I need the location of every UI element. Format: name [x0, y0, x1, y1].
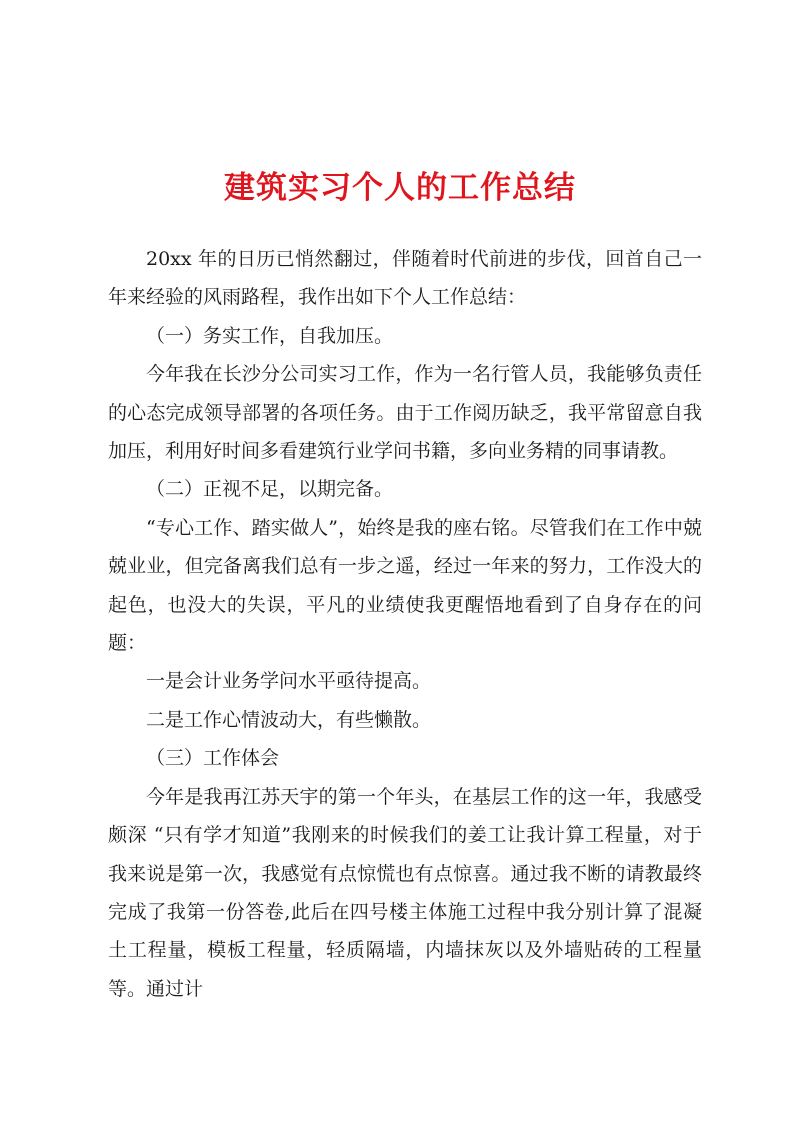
- paragraph-section-3: 今年是我再江苏天宇的第一个年头，在基层工作的这一年，我感受颇深 “只有学才知道”我刚来的时候我们的姜工让我计算工程量，对于我来说是第一次，我感觉有点惊慌也有点惊喜。通过我不断的请教最终完成了我第一份答卷,此后在四号楼主体施工过程中我分别计算了混凝土工程量，模板工程量，轻质隔墙，内墙抹灰以及外墙贴砖的工程量等。通过计: [108, 785, 702, 1000]
- document-title: 建筑实习个人的工作总结: [224, 170, 576, 206]
- section-heading-2: （二）正视不足，以期完备。: [146, 478, 394, 501]
- paragraph-section-1: 今年我在长沙分公司实习工作，作为一名行管人员，我能够负责任的心态完成领导部署的各项任务。由于工作阅历缺乏，我平常留意自我加压，利用好时间多看建筑行业学问书籍，多向业务精的同事请教。: [108, 363, 702, 463]
- document-body: [108, 240, 702, 1008]
- list-item-2: 二是工作心情波动大，有些懒散。: [146, 708, 432, 731]
- section-heading-1: （一）务实工作，自我加压。: [146, 324, 394, 347]
- section-heading-3: （三）工作体会: [146, 747, 280, 770]
- paragraph-section-2: “专心工作、踏实做人”，始终是我的座右铭。尽管我们在工作中兢兢业业，但完备离我们总有一步之遥，经过一年来的努力，工作没大的起色，也没大的失误，平凡的业绩使我更醒悟地看到了自身存在的问题：: [108, 516, 702, 655]
- paragraph-intro: 20xx 年的日历已悄然翻过，伴随着时代前进的步伐，回首自己一年来经验的风雨路程，我作出如下个人工作总结：: [108, 248, 702, 309]
- list-item-1: 一是会计业务学问水平亟待提高。: [146, 670, 432, 693]
